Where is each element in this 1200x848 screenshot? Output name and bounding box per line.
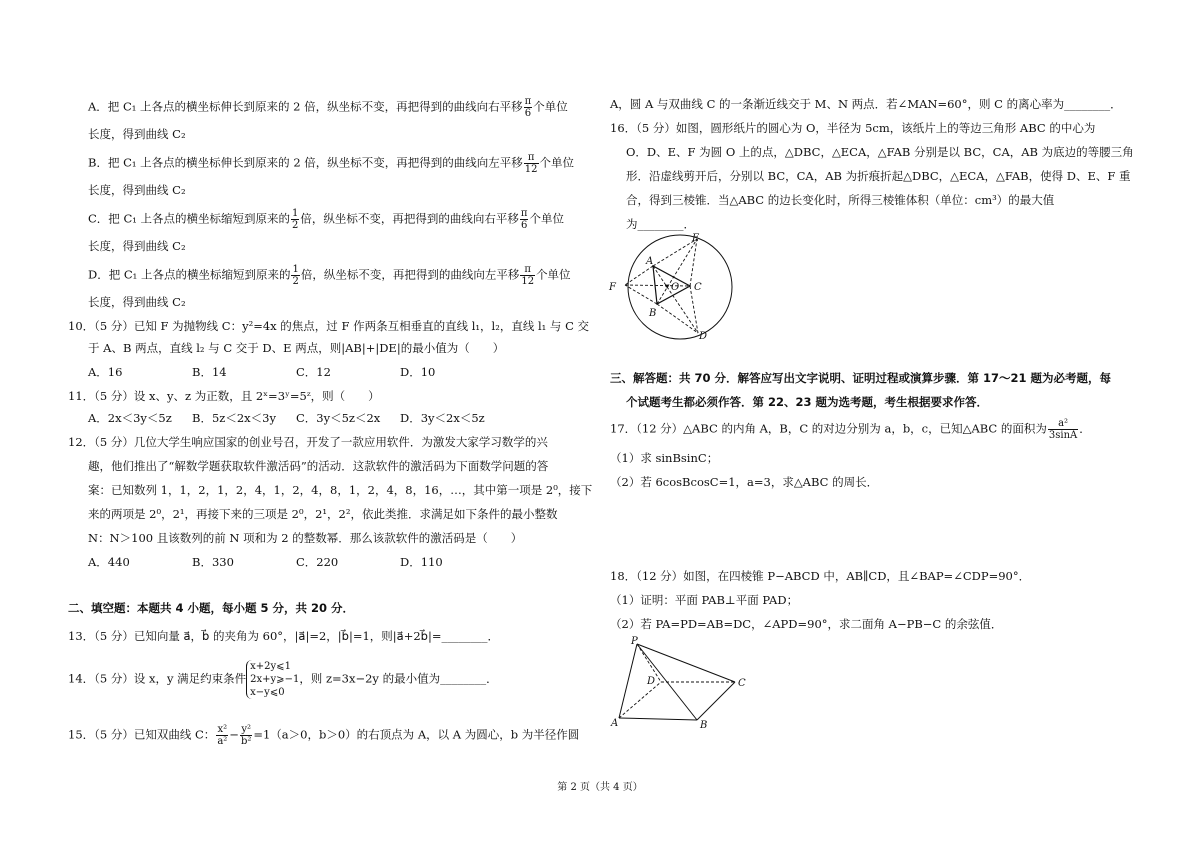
section-heading-fill-in: 二、填空题：本题共 4 小题，每小题 5 分，共 20 分．	[68, 601, 355, 615]
q9-option-a: A．把 C₁ 上各点的横坐标伸长到原来的 2 倍，纵坐标不变，再把得到的曲线向右平移 $\frac{\pi}{6}$ 个单位	[88, 96, 568, 119]
q9-option-b-cont: 长度，得到曲线 C₂	[88, 183, 186, 197]
q10-stem-1: 10．（5 分）已知 F 为抛物线 C：y²=4x 的焦点，过 F 作两条互相垂直的直线 l₁，l₂，直线 l₁ 与 C 交	[68, 319, 590, 333]
q16-stem-3: 形．沿虚线剪开后，分别以 BC，CA，AB 为折痕折起△DBC，△ECA，△FAB，使得 D、E、F 重	[626, 169, 1131, 183]
q15-stem-cont: A，圆 A 与双曲线 C 的一条渐近线交于 M、N 两点．若∠MAN=60°，则 C 的离心率为________．	[610, 97, 1122, 111]
q10-option-a: A．16	[88, 365, 123, 379]
q16-label-c: C	[694, 282, 702, 293]
q16-circle-o	[628, 235, 732, 339]
q11-option-a: A．2x＜3y＜5z	[88, 411, 172, 425]
q16-label-d: D	[699, 331, 708, 342]
q18-label-d: D	[647, 676, 656, 687]
q12-option-b: B．330	[192, 555, 234, 569]
q16-stem-4: 合，得到三棱锥．当△ABC 的边长变化时，所得三棱锥体积（单位：cm³）的最大值	[626, 193, 1055, 207]
q17-part-1: （1）求 sinBsinC；	[610, 451, 719, 465]
q12-stem-3: 案：已知数列 1，1，2，1，2，4，1，2，4，8，1，2，4，8，16，…，其中第一项是 2⁰，接下	[88, 483, 593, 497]
q16-label-f: F	[609, 282, 616, 293]
q10-options	[88, 364, 435, 380]
q9-option-b: B．把 C₁ 上各点的横坐标伸长到原来的 2 倍，纵坐标不变，再把得到的曲线向左平移 $\frac{\pi}{12}$ 个单位	[88, 152, 575, 175]
q18-label-a: A	[611, 718, 619, 729]
page-footer: 第 2 页（共 4 页）	[557, 782, 643, 793]
q9-option-c: C．把 C₁ 上各点的横坐标缩短到原来的 $\frac{1}{2}$ 倍，纵坐标不变，再把得到的曲线向右平移 $\frac{\pi}{6}$ 个单位	[88, 208, 564, 231]
q17-stem: 17．（12 分）△ABC 的内角 A，B，C 的对边分别为 a，b，c，已知△ABC 的面积为 $\frac{\text{a²}}{3\sin A}$ ．	[610, 418, 1091, 441]
q18-label-p: P	[631, 636, 638, 647]
section-heading-answers-1: 三、解答题：共 70 分．解答应写出文字说明、证明过程或演算步骤．第 17～21 题为必考题，每	[610, 371, 1112, 385]
q16-label-o: O	[671, 282, 680, 293]
q14-constraint-system: x+2y⩽1 2x+y⩾−1 x−y⩽0	[246, 660, 299, 699]
q16-label-b: B	[649, 308, 657, 319]
q12-options	[88, 554, 443, 570]
q18-part-2: （2）若 PA=PD=AB=DC，∠APD=90°，求二面角 A−PB−C 的余弦值．	[610, 617, 1003, 631]
q16-stem-5: 为________．	[626, 217, 695, 231]
q16-label-e: E	[692, 233, 700, 244]
q17-part-2: （2）若 6cosBcosC=1，a=3，求△ABC 的周长．	[610, 475, 879, 489]
q18-stem: 18．（12 分）如图，在四棱锥 P−ABCD 中，AB∥CD，且∠BAP=∠CDP=90°．	[610, 569, 1031, 583]
q11-option-b: B．5z＜2x＜3y	[192, 411, 276, 425]
q13-stem: 13．（5 分）已知向量 a⃗，b⃗ 的夹角为 60°，|a⃗|=2，|b⃗|=1，则|a⃗+2b⃗|=________．	[68, 629, 499, 643]
q9-option-a-cont: 长度，得到曲线 C₂	[88, 127, 186, 141]
q10-option-d: D．10	[400, 365, 436, 379]
q18-label-b: B	[700, 720, 708, 731]
q18-pyramid-figure	[605, 632, 765, 732]
q12-stem-4: 来的两项是 2⁰，2¹，再接下来的三项是 2⁰，2¹，2²，依此类推．求满足如下条件的最小整数	[88, 507, 558, 521]
q12-option-a: A．440	[88, 555, 130, 569]
q11-stem: 11．（5 分）设 x、y、z 为正数，且 2ˣ=3ʸ=5ᶻ，则（ ）	[68, 389, 380, 403]
q12-option-c: C．220	[296, 555, 339, 569]
q10-option-c: C．12	[296, 365, 331, 379]
q16-stem-1: 16．（5 分）如图，圆形纸片的圆心为 O，半径为 5cm，该纸片上的等边三角形 ABC 的中心为	[610, 121, 1096, 135]
q12-option-d: D．110	[400, 555, 443, 569]
q9-option-d-cont: 长度，得到曲线 C₂	[88, 295, 186, 309]
q18-part-1: （1）证明：平面 PAB⊥平面 PAD；	[610, 593, 799, 607]
q10-stem-2: 于 A、B 两点，直线 l₂ 与 C 交于 D、E 两点，则|AB|+|DE|的最小值为（ ）	[88, 341, 505, 355]
q11-option-c: C．3y＜5z＜2x	[296, 411, 381, 425]
q9-option-c-cont: 长度，得到曲线 C₂	[88, 239, 186, 253]
q18-hidden-edges	[619, 644, 735, 718]
q15-stem: 15．（5 分）已知双曲线 C： $\frac{\text{x²}}{\text{a²}}$ − $\frac{\text{y²}}{\text{b²}}$ =1（a＞0，b＞0）的右顶点为 A，以 A 为圆心，b 为半径作圆	[68, 724, 580, 747]
q16-label-a: A	[646, 256, 654, 267]
q16-circle-figure	[605, 232, 765, 342]
q16-cut-lines	[625, 239, 698, 333]
q11-options	[88, 410, 485, 426]
q12-stem-2: 趣，他们推出了“解数学题获取软件激活码”的活动．这款软件的激活码为下面数学问题的答	[88, 459, 549, 473]
section-heading-answers-2: 个试题考生都必须作答．第 22、23 题为选考题，考生根据要求作答．	[626, 395, 989, 409]
q9-option-d: D．把 C₁ 上各点的横坐标缩短到原来的 $\frac{1}{2}$ 倍，纵坐标不变，再把得到的曲线向左平移 $\frac{\pi}{12}$ 个单位	[88, 264, 571, 287]
q18-label-c: C	[738, 678, 746, 689]
q14-stem: 14．（5 分）设 x，y 满足约束条件 x+2y⩽1 2x+y⩾−1 x−y⩽0 ，则 z=3x−2y 的最小值为________．	[68, 661, 498, 698]
q16-center-dot	[666, 285, 669, 288]
q10-option-b: B．14	[192, 365, 227, 379]
q16-stem-2: O．D、E、F 为圆 O 上的点，△DBC，△ECA，△FAB 分别是以 BC，CA，AB 为底边的等腰三角	[626, 145, 1134, 159]
q12-stem-5: N：N＞100 且该数列的前 N 项和为 2 的整数幂．那么该款软件的激活码是（ ）	[88, 531, 523, 545]
q12-stem-1: 12．（5 分）几位大学生响应国家的创业号召，开发了一款应用软件．为激发大家学习数学的兴	[68, 435, 548, 449]
q11-option-d: D．3y＜2x＜5z	[400, 411, 485, 425]
